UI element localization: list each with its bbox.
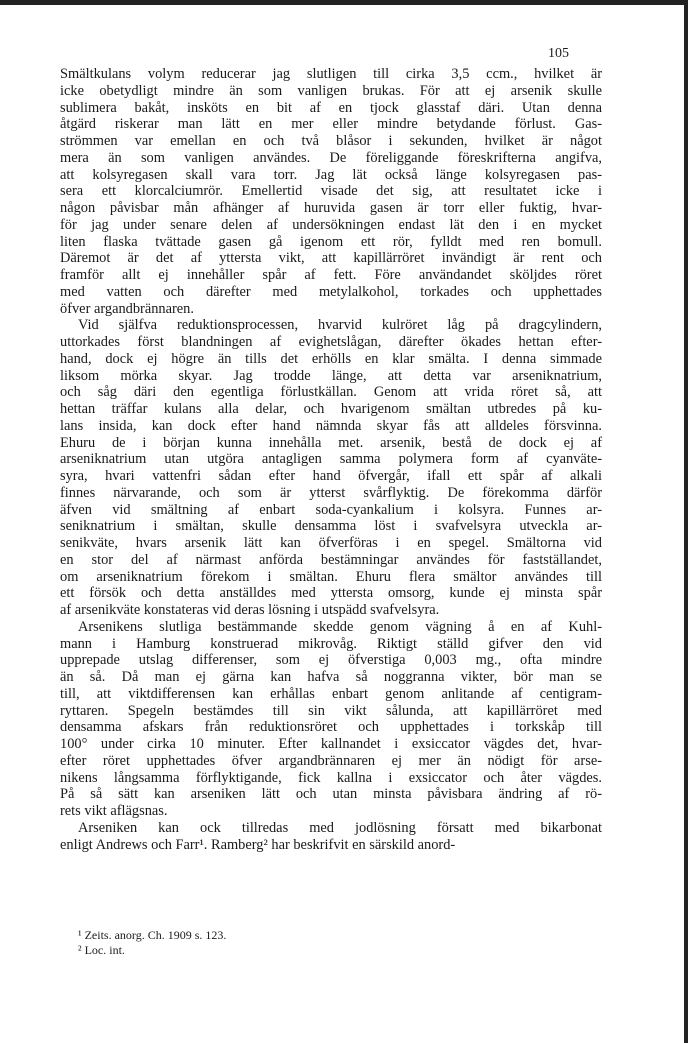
text-line: Arseniken kan ock tillredas med jodlösning försatt med bikarbonat (78, 819, 602, 836)
text-line: af arsenikväte konstateras vid deras lösning i utspädd svafvelsyra. (60, 602, 440, 618)
text-line: enligt Andrews och Farr¹. Ramberg² har beskrifvit en särskild anord- (60, 836, 456, 853)
text-line: om arseniknatrium förekom i smältan. Ehuru flera smältor användes till (60, 568, 602, 585)
text-line: för jag under senare delen af undersökningen endast lät den i en mycket (60, 216, 602, 233)
text-line: 100° under cirka 10 minuter. Efter kallnandet i exsiccator vägdes det, hvar- (60, 736, 602, 752)
text-line: och såg däri den egentliga förlustkällan. Genom att vrida röret så, att (60, 384, 602, 401)
text-line: hettan träffar kulans alla delar, och hvarigenom smältan utbredes på ku- (60, 401, 602, 417)
text-line: Vid själfva reduktionsprocessen, hvarvid kulröret låg på dragcylindern, (78, 317, 602, 334)
text-line: arseniknatrium utan utgöra antagligen samma polymera form af cyanväte- (60, 451, 602, 468)
text-line: äfven vid smältning af enbart soda-cyankalium i kolsyra. Funnes ar- (60, 501, 602, 518)
page-top-edge (0, 0, 688, 5)
text-line: densamma afskars från reduktionsröret och upphettades i torkskåp till (60, 719, 602, 736)
text-line: att kolsyregasen skall vara torr. Jag lät också länge kolsyregasen pas- (60, 166, 602, 183)
text-line: åtgärd riskerar man lätt en mer eller mindre betydande förlust. Gas- (60, 116, 602, 133)
text-line: nikens långsamma förflyktigande, fick kallna i exsiccator och åter vägdes. (60, 769, 602, 786)
paragraph (60, 66, 602, 317)
text-line: ett försök och detta anställdes med yttersta omsorg, kunde ej minsta spår (60, 585, 602, 602)
paragraph (60, 317, 602, 619)
text-line: en stor del af närmast anförda bestämningar användes för fastställandet, (60, 551, 602, 568)
text-line: med vatten och därefter med metylalkohol, torkades och upphettades (60, 283, 602, 300)
page-number: 105 (548, 46, 569, 61)
text-line: upprepade utslag differenser, som ej öfverstiga 0,003 mg., ofta mindre (60, 652, 602, 669)
text-line: mann i Hamburg konstruerad mikrovåg. Riktigt ställd gifver den vid (60, 635, 602, 652)
text-line: uttorkades först blandningen af evighetslågan, därefter ökades hettan efter- (60, 334, 602, 350)
text-line: till, att viktdifferensen kan erhållas enbart genom anlitande af centigram- (60, 685, 602, 702)
text-line: framför allt ej innehåller spår af fett. Före användandet sköljdes röret (60, 267, 602, 283)
text-line: ryttaren. Spegeln bestämdes till sin vikt sålunda, att kapillärröret med (60, 702, 602, 719)
text-line: liten flaska tvättade gasen gå igenom ett rör, fylldt med ren bomull. (60, 233, 602, 250)
paragraph (60, 619, 602, 820)
text-line: På så sätt kan arseniken lätt och utan minsta påvisbara ändring af rö- (60, 786, 602, 803)
text-line: syra, hvari vattenfri sådan efter hand öfvergår, ifall ett spår af alkali (60, 468, 602, 484)
text-line: Arsenikens slutliga bestämmande skedde genom vägning å en af Kuhl- (78, 618, 602, 635)
text-line: lans insida, kan dock efter hand nämnda skyar fås att alldeles försvinna. (60, 417, 602, 434)
text-line: Däremot är det af yttersta vikt, att kapillärröret invändigt är rent och (60, 250, 602, 267)
text-line: finnes närvarande, och som är ytterst svårflyktig. De förekomma därför (60, 484, 602, 501)
text-line: senikväte, hvars arsenik lätt kan öfverföras i en spegel. Smältorna vid (60, 535, 602, 551)
text-line: Smältkulans volym reducerar jag slutligen till cirka 3,5 ccm., hvilket är (60, 66, 602, 82)
text-line: än så. Då man ej gärna kan hafva så noggranna vikter, bör man se (60, 669, 602, 685)
paragraph (60, 820, 602, 854)
footnote: ¹ Zeits. anorg. Ch. 1909 s. 123. (78, 928, 227, 942)
text-line: rets vikt aflägsnas. (60, 803, 168, 819)
text-line: mera än som vanligen användes. De föreliggande föreskrifterna angifva, (60, 149, 602, 166)
text-line: seniknatrium i smältan, skulle densamma löst i svafvelsyra utveckla ar- (60, 518, 602, 535)
text-line: sera ett klorcalciumrör. Emellertid visade det sig, att resultatet icke i (60, 183, 602, 200)
page-right-edge (684, 0, 688, 1043)
text-line: efter röret upphettades öfver argandbrännaren ej mer än nödigt för arse- (60, 752, 602, 769)
text-line: någon påvisbar mån afhänger af huruvida gasen är torr eller fuktig, hvar- (60, 200, 602, 216)
text-line: liksom mörka skyar. Jag trodde länge, att detta var arseniknatrium, (60, 367, 602, 384)
text-line: icke obetydligt mindre än som vanligen brukas. För att ej arsenik skulle (60, 82, 602, 99)
text-line: öfver argandbrännaren. (60, 300, 194, 317)
text-line: strömmen var emellan en och två blåsor i sekunden, hvilket är något (60, 133, 602, 149)
footnote: ² Loc. int. (78, 943, 125, 957)
text-line: sublimera bakåt, insköts en bit af en tjock glasstaf däri. Utan denna (60, 99, 602, 116)
text-line: Ehuru de i början kunna innehålla met. arsenik, bestå de dock ej af (60, 434, 602, 451)
page-body (60, 66, 602, 853)
text-line: hand, dock ej högre än tills det erhölls en klar smälta. I denna simmade (60, 350, 602, 367)
footnotes (78, 928, 226, 958)
